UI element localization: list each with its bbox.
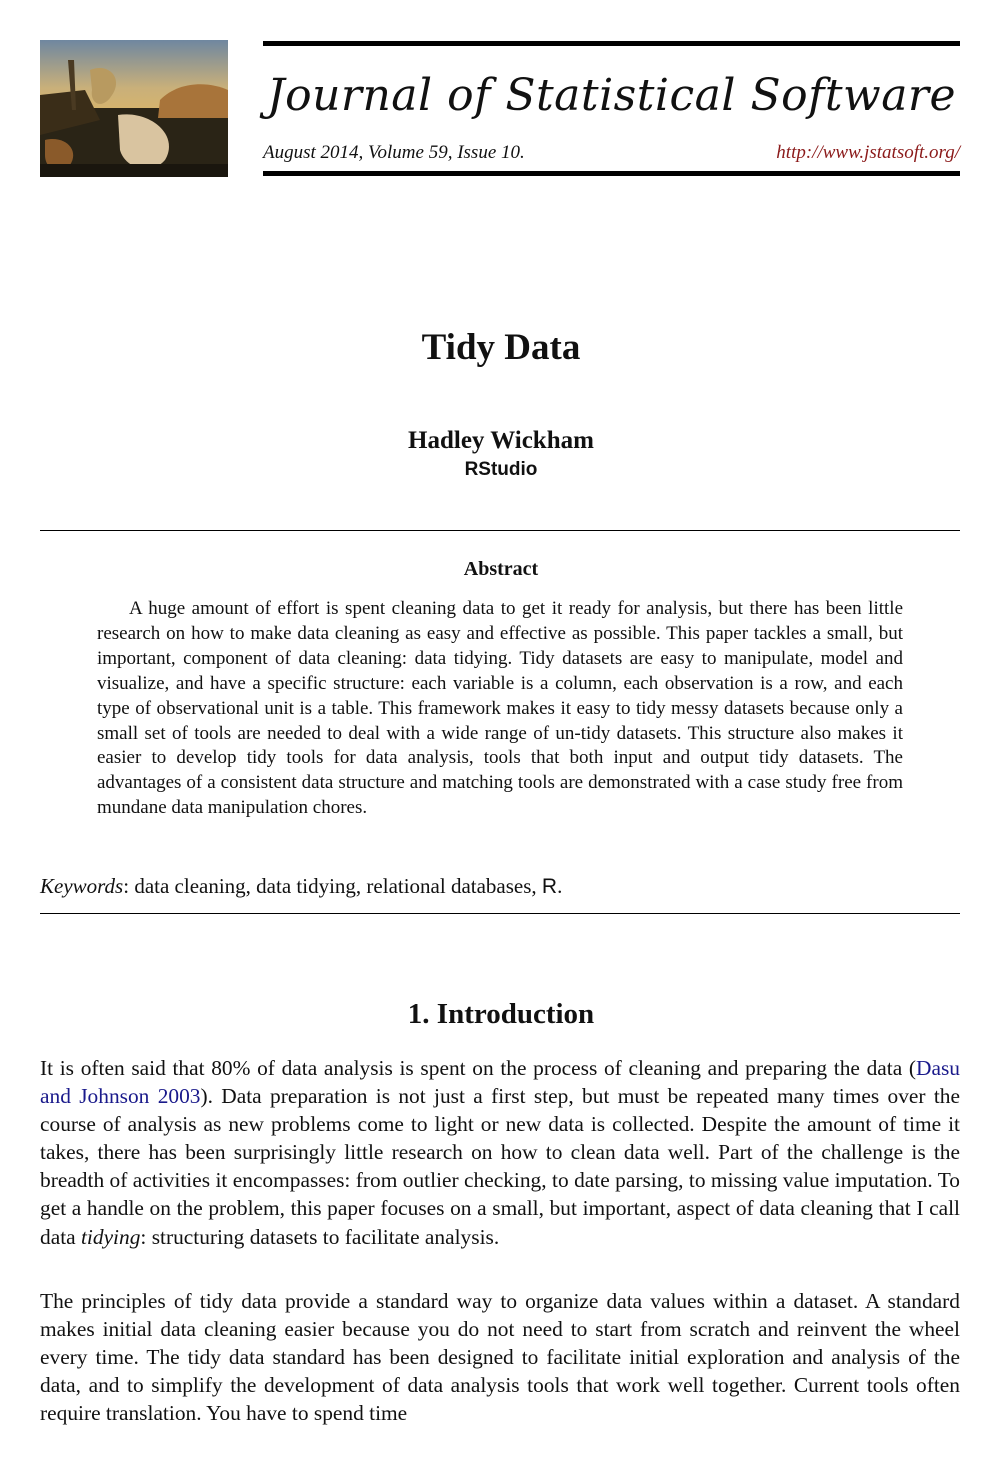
masthead-bottom-rule — [263, 171, 960, 176]
issue-info: August 2014, Volume 59, Issue 10. — [263, 142, 525, 163]
keywords-end: . — [557, 874, 563, 898]
citation-link[interactable]: Dasu and Johnson 2003 — [40, 1056, 960, 1109]
keywords-separator: : — [123, 874, 135, 898]
keywords-list: data cleaning, data tidying, relational databases, — [134, 874, 542, 898]
abstract-top-rule — [40, 530, 960, 531]
emphasized-term: tidying — [80, 1224, 141, 1249]
paragraph-text: : structuring datasets to facilitate analysis. — [140, 1224, 500, 1249]
keyword-language: R — [541, 875, 558, 898]
author-name: Hadley Wickham — [408, 427, 594, 454]
journal-title: Journal of Statistical Software — [266, 70, 957, 121]
abstract-bottom-rule — [40, 913, 960, 914]
introduction-paragraph-2: The principles of tidy data provide a standard way to organize data values within a dataset. A standard makes initial data cleaning easier because you do not need to start from scratch and reinvent the wheel every time. The tidy data standard has been designed to facilitate initial exploration and analysis of the data, and to simplify the development of data analysis tools that work well together. Current tools often require translation. You have to spend time — [40, 1289, 960, 1426]
journal-logo-image — [40, 40, 228, 177]
author-affiliation: RStudio — [464, 459, 538, 480]
paragraph-text: It is often said that 80% of data analysis is spent on the process of cleaning and preparing the data ( — [40, 1056, 917, 1080]
journal-url-link[interactable]: http://www.jstatsoft.org/ — [776, 142, 960, 163]
section-heading-introduction: 1. Introduction — [407, 998, 595, 1030]
masthead-top-rule — [263, 41, 960, 46]
paragraph-text: ). Data preparation is not just a first step, but must be repeated many times over the course of analysis as new problems come to light or new data is collected. Despite the amount of time it takes, there has been surprisingly little research on how to clean data well. Part of the challenge is the breadth of activities it encompasses: from outlier checking, to date parsing, to missing value imputation. To get a handle on the problem, this paper focuses on a small, but important, aspect of data cleaning that I call data — [40, 1084, 960, 1249]
abstract-heading: Abstract — [463, 558, 539, 580]
keywords-line — [40, 872, 960, 901]
introduction-paragraph-1 — [40, 1054, 960, 1251]
keywords-label: Keywords — [40, 874, 124, 898]
paper-title: Tidy Data — [421, 327, 581, 368]
abstract-text: A huge amount of effort is spent cleaning data to get it ready for analysis, but there has been little research on how to make data cleaning as easy and effective as possible. This paper tackles a small, but important, component of data cleaning: data tidying. Tidy datasets are easy to manipulate, model and visualize, and have a specific structure: each variable is a column, each observation is a row, and each type of observational unit is a table. This framework makes it easy to tidy messy datasets because only a small set of tools are needed to deal with a wide range of un-tidy datasets. This structure also makes it easier to develop tidy tools for data analysis, tools that both input and output tidy datasets. The advantages of a consistent data structure and matching tools are demonstrated with a case study free from mundane data manipulation chores. — [97, 598, 903, 819]
